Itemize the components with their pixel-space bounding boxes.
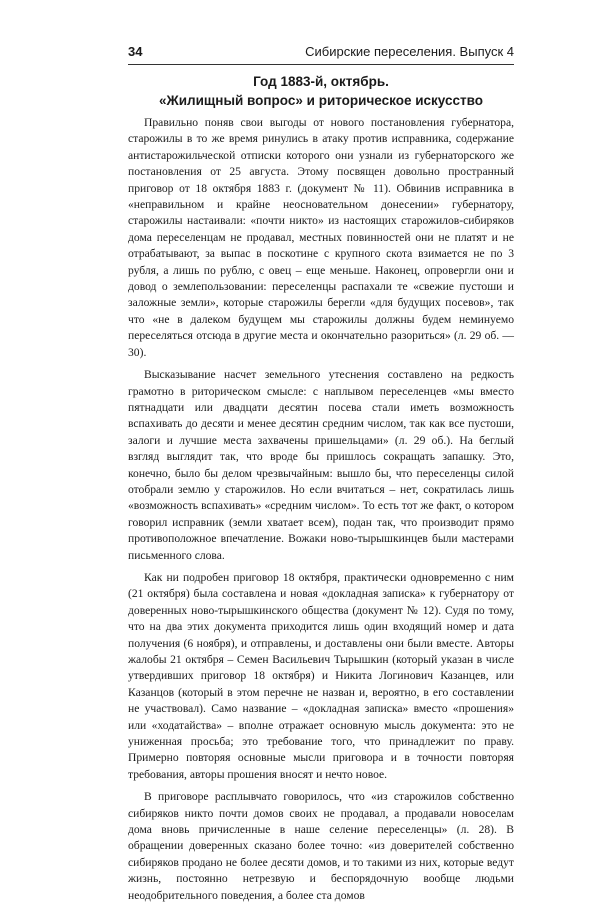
series-title: Сибирские переселения. Выпуск 4 bbox=[305, 44, 514, 59]
section-title-line-2: «Жилищный вопрос» и риторическое искусство bbox=[159, 93, 483, 108]
paragraph-1: Правильно поняв свои выгоды от нового постановления губернатора, старожилы в то же время ринулись в атаку против исправника, содержание антистарожильческой отписки которого они узнали из губернаторского же постановления от 25 августа. Этому посвящен довольно пространный приговор от 18 октября 1883 г. (документ № 11). Обвинив исправника в «неправильном и крайне неосновательном донесении» губернатору, старожилы настаивали: «почти никто» из настоящих старожилов-сибиряков дома переселенцам не продавал, местных повинностей они не платят и не отрабатывают, за выпас в поскотине с крупного скота взимается не по 3 рубля, а лишь по рублю, с овец – еще меньше. Наконец, опровергли они и довод о землепользовании: переселенцы распахали те «свежие пустоши и заложные земли», которые старожилы берегли «для будущих посевов», так что «не в далеком будущем мы старожилы должны будем неминуемо переселяться отсюда в другие места и окончательно разориться» (л. 29 об. — 30). bbox=[128, 116, 514, 359]
header-rule bbox=[128, 64, 514, 65]
section-title-line-1: Год 1883-й, октябрь. bbox=[253, 74, 389, 89]
page-number: 34 bbox=[128, 44, 143, 59]
paragraph-4: В приговоре расплывчато говорилось, что «из старожилов собственно сибиряков никто почти домов своих не продавал, а продавали новоселам дома вновь причисленные в наше селение переселенцы» (л. 28). В обращении доверенных сказано более точно: «из доверителей собственно сибиряков продано не более десяти домов, и то такими из них, которые ведут жизнь, постоянно нетрезвую и беспорядочную вообще людьми неодобрительного поведения, а более ста домов bbox=[128, 790, 514, 902]
body-text bbox=[128, 115, 514, 910]
section-heading bbox=[128, 72, 514, 110]
paragraph-3: Как ни подробен приговор 18 октября, практически одновременно с ним (21 октября) была составлена и новая «докладная записка» к губернатору от доверенных ново-тырышкинского общества (документ № 12). Судя по тому, что на два этих документа приходится лишь один входящий номер и дата получения (6 ноября), и отправлены, и доставлены они были вместе. Авторы жалобы 21 октября – Семен Васильевич Тырышкин (который указан в числе утвердивших приговор 18 октября) и Никита Логинович Казанцев, или Казанцов (который в этом перечне не назван и, вероятно, в его составлении не участвовал). Само название – «докладная записка» вместо «прошения» или «ходатайства» – вполне отражает основную мысль документа: это не униженная просьба; это требование того, что принадлежит по праву. Примерно повторяя основные мысли приговора и в точности повторяя требования, авторы прошения вносят и нечто новое. bbox=[128, 570, 514, 781]
paragraph-2: Высказывание насчет земельного утеснения составлено на редкость грамотно в риторическом смысле: с наплывом переселенцев «мы вместо пятнадцати или двадцати десятин посева стали иметь возможность вспахивать до десяти и менее десятин средним числом, так как все пустоши, залоги и лучшие места захвачены пришельцами» (л. 29 об.). На беглый взгляд выглядит так, что вроде бы пришлось сокращать запашку. Это, конечно, было бы делом чрезвычайным: вышло бы, что переселенцы силой отобрали землю у старожилов. Но если вчитаться – нет, сократилась лишь «возможность вспахивать» «средним числом». То есть тот же факт, о котором говорил исправник (земли хватает всем), подан так, что производит прямо противоположное впечатление. Вожаки ново-тырышкинцев были мастерами письменного слова. bbox=[128, 368, 514, 562]
running-head bbox=[128, 44, 514, 64]
